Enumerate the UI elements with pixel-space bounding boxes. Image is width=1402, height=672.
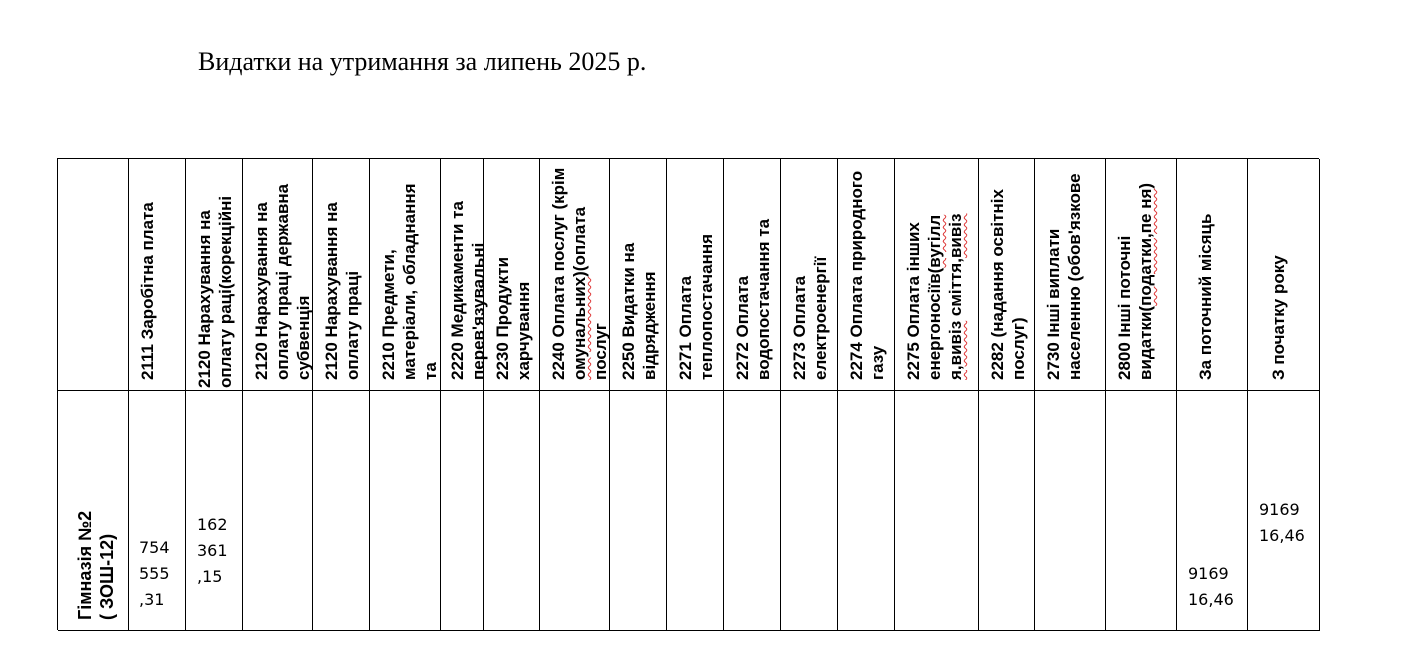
cell-empty bbox=[895, 391, 979, 631]
header-cell-2273 bbox=[781, 159, 838, 391]
cell-empty bbox=[484, 391, 540, 631]
header-label: З початку року bbox=[1269, 255, 1288, 380]
header-label: 2275 Оплата інших енергоносіїв(вугілл я,вивіз сміття,вивіз bbox=[904, 213, 965, 380]
header-label: 2240 Оплата послуг (крім омунальних)(оплата послуг bbox=[549, 167, 610, 380]
cell-empty bbox=[441, 391, 484, 631]
header-label: За поточний місяць bbox=[1196, 213, 1215, 380]
header-cell-2800 bbox=[1106, 159, 1177, 391]
cell-empty bbox=[1106, 391, 1177, 631]
header-label: 2230 Продукти харчування bbox=[493, 256, 533, 380]
header-label: 2282 (надання освітніх послуг) bbox=[988, 189, 1028, 380]
cell-value: 754 555 ,31 bbox=[139, 538, 170, 609]
header-label: 2220 Медикаменти та перев'язувальні bbox=[448, 201, 488, 380]
cell-empty bbox=[243, 391, 313, 631]
cell-empty bbox=[610, 391, 667, 631]
header-cell-2220 bbox=[441, 159, 488, 391]
header-label: 2250 Видатки на відрядження bbox=[619, 242, 659, 380]
header-label: 2273 Оплата електроенергії bbox=[790, 256, 830, 380]
expenses-table bbox=[57, 158, 1319, 630]
cell-empty bbox=[724, 391, 781, 631]
cell-2111 bbox=[129, 391, 186, 631]
cell-empty bbox=[313, 391, 370, 631]
header-cell-2111 bbox=[129, 159, 186, 391]
header-cell-2272 bbox=[724, 159, 781, 391]
cell-empty bbox=[370, 391, 441, 631]
cell-empty bbox=[979, 391, 1035, 631]
header-cell-2120 bbox=[313, 159, 370, 391]
row-label: Гімназія №2 ( ЗОШ-12) bbox=[75, 510, 117, 620]
header-label: 2274 Оплата природного газу bbox=[847, 170, 887, 380]
cell-empty bbox=[781, 391, 838, 631]
header-label: 2271 Оплата теплопостачання bbox=[676, 233, 716, 380]
cell-empty bbox=[667, 391, 724, 631]
cell-2120-correctional bbox=[186, 391, 243, 631]
header-empty-cell bbox=[58, 159, 129, 391]
header-label: 2210 Предмети, матеріали, обладнання та bbox=[379, 183, 440, 380]
cell-value: 9169 16,46 bbox=[1188, 564, 1234, 609]
header-cell-2240 bbox=[540, 159, 610, 391]
cell-year-to-date bbox=[1248, 391, 1320, 631]
header-label: 2111 Заробітна плата bbox=[138, 202, 157, 380]
header-cell-2230 bbox=[484, 159, 540, 391]
header-cell-2250 bbox=[610, 159, 667, 391]
header-cell-2120-subvention bbox=[243, 159, 313, 391]
header-label: 2120 Нарахування на оплату праці державна субвенція bbox=[252, 183, 313, 380]
header-label: 2120 Нарахування на оплату праці bbox=[322, 202, 362, 380]
header-cell-2210 bbox=[370, 159, 441, 391]
cell-value: 162 361 ,15 bbox=[197, 515, 228, 586]
cell-empty bbox=[1035, 391, 1106, 631]
header-label: 2800 Інші поточні видатки(податки,пе ня) bbox=[1115, 182, 1155, 380]
cell-value: 9169 16,46 bbox=[1259, 500, 1305, 545]
header-cell-2274 bbox=[838, 159, 895, 391]
header-label: 2272 Оплата водопостачання та bbox=[733, 218, 773, 380]
cell-current-month bbox=[1177, 391, 1248, 631]
cell-empty bbox=[540, 391, 610, 631]
document-title: Видатки на утримання за липень 2025 р. bbox=[198, 47, 647, 76]
header-cell-2730 bbox=[1035, 159, 1106, 391]
cell-empty bbox=[838, 391, 895, 631]
header-cell-2275 bbox=[895, 159, 979, 391]
header-cell-2282 bbox=[979, 159, 1035, 391]
header-cell-year-to-date bbox=[1248, 159, 1320, 391]
header-cell-2271 bbox=[667, 159, 724, 391]
row-label-cell bbox=[58, 391, 129, 631]
header-label: 2120 Нарахування на оплату раці(корекційні bbox=[195, 195, 235, 388]
header-label: 2730 Інші виплати населенню (обов'язкове bbox=[1044, 173, 1084, 380]
header-cell-current-month bbox=[1177, 159, 1248, 391]
header-cell-2120-correctional bbox=[186, 159, 243, 391]
